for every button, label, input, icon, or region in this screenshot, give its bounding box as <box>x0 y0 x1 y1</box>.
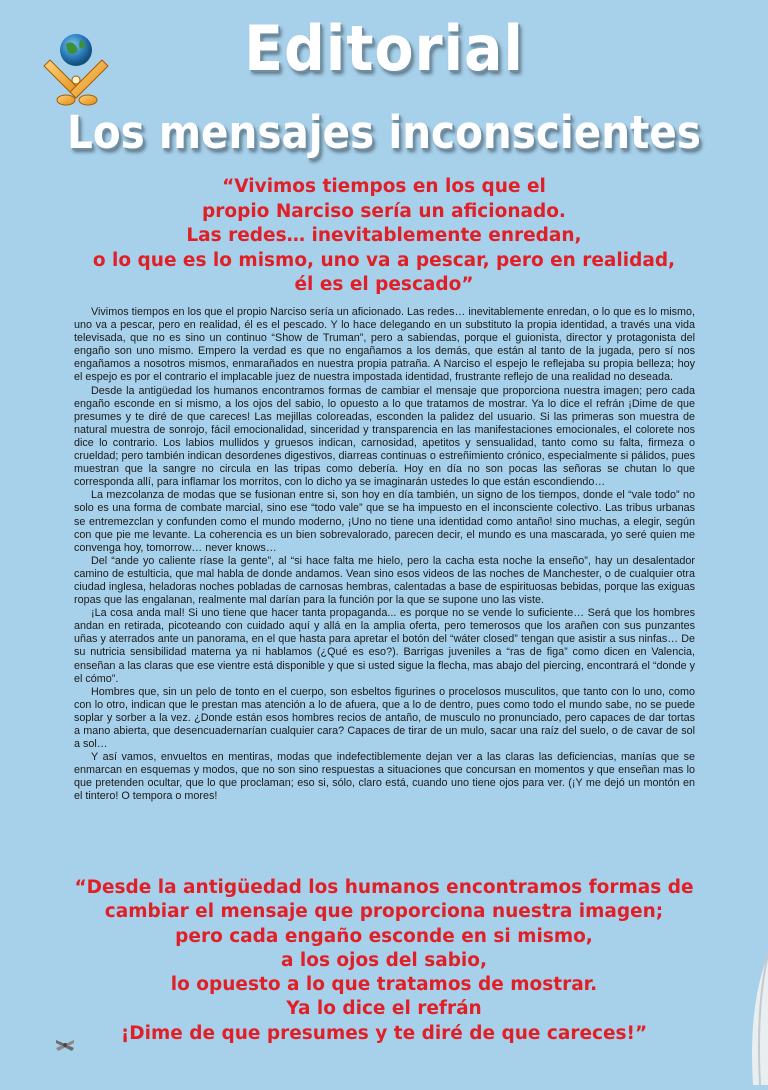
article-paragraph: Del “ande yo caliente ríase la gente”, al “si hace falta me hielo, pero la cacha esta noche la enseño”, hay un desalentador camino de estulticia, que mal habla de donde andamos. Vean sino esos videos de las noches de Manchester, o de cualquier otra ciudad inglesa, heladoras noches pobladas de carnosas hembras, calentadas a base de espirituosas bebidas, porque las exiguas ropas que las engalanan, realmente mal darían para la función por la que se supone uno las viste. <box>74 554 695 607</box>
pull-quote-line: a los ojos del sabio, <box>280 949 488 971</box>
pull-quote-top <box>60 175 708 298</box>
article-paragraph: Desde la antigüedad los humanos encontramos formas de cambiar el mensaje que proporciona nuestra imagen; pero cada engaño esconde en si mismo, a los ojos del sabio, lo opuesto a lo que tratamos de mostrar. Ya lo dice el refrán ¡Dime de que presumes y te diré de que careces! Las mejillas coloreadas, esconden la palidez del usuario. Si las primeras son muestra de natural muestra de sonrojo, fácil emocionalidad, sinceridad y transparencia en las manifestaciones emocionales, el colorete nos dice lo contrario. Los labios mullidos y gruesos indican, carnosidad, apetitos y sensualidad, tanto como su falta, firmeza o crueldad; pero también indican desordenes digestivos, diarreas continuas o estreñimiento crónico, especialmente si pálidos, pues muestran que la sangre no circula en las tripas como debería. Hoy en día no son pocas las señoras se chutan lo que corresponda allí, para inflamar los morritos, con lo dicho ya se imaginarán ustedes lo que están escondiendo… <box>74 384 695 489</box>
section-title: Editorial <box>244 12 524 85</box>
pull-quote-line: o lo que es lo mismo, uno va a pescar, pero en realidad, <box>92 249 676 271</box>
page-curl-decoration <box>708 945 768 1085</box>
pull-quote-line: “Vivimos tiempos en los que el <box>222 176 546 197</box>
headline: Los mensajes inconscientes <box>67 106 701 159</box>
pull-quote-line: propio Narciso sería un aficionado. <box>202 200 566 222</box>
pull-quote-line: Las redes… inevitablemente enredan, <box>186 225 582 246</box>
article-paragraph: Vivimos tiempos en los que el propio Narciso sería un aficionado. Las redes… inevitablemente enredan, o lo que es lo mismo, uno va a pescar, pero en realidad, él es el pescado. Y lo hace delegando en un substituto la propia identidad, a través una vida televisada, que no es sino un continuo “Show de Truman”, pero a sabiendas, porque el guionista, director y protagonista del engaño son uno mismo. Empero la verdad es que no engañamos a los demás, que están al tanto de la jugada, pero sí nos engañamos a nosotros mismos, enmarañados en nuestra propia patraña. A Narciso el espejo le reflejaba su propia belleza; hoy el espejo es por el contrario el implacable juez de nuestra impostada identidad, frustrante reflejo de una realidad no deseada. <box>74 306 695 384</box>
article-body <box>74 306 695 804</box>
pull-quote-line: cambiar el mensaje que proporciona nuestra imagen; <box>104 901 664 923</box>
pull-quote-bottom <box>40 876 728 1046</box>
pull-quote-line: lo opuesto a lo que tratamos de mostrar. <box>170 974 598 996</box>
article-paragraph: Hombres que, sin un pelo de tonto en el cuerpo, son esbeltos figurines o procelosos musculitos, que tanto con lo uno, como con lo otro, indican que le prestan mas atención a lo de afuera, que a lo de dentro, pues como todo el mundo sabe, no se puede soplar y sorber a la vez. ¿Donde están esos hombres recios de antaño, de musculo no pronunciado, pero capaces de dar tortas a mano abierta, que desencuadernarían cualquier cara? Capaces de tirar de un mulo, sacar una raíz del suelo, o de cavar de sol a sol… <box>74 685 695 751</box>
article-paragraph: La mezcolanza de modas que se fusionan entre si, son hoy en día también, un signo de los tiempos, donde el “vale todo” no solo es una forma de combate marcial, sino ese “todo vale” que se ha impuesto en el inconsciente colectivo. Las tribus urbanas se entremezclan y confunden como el mundo moderno, ¡Uno no tiene una identidad como antaño! sino muchas, a elegir, según con que pie me levante. La coherencia es un bien sobrevalorado, parecen decir, el mundo es una mascarada, yo seré quien me convenga hoy, tomorrow… never knows… <box>74 489 695 554</box>
pull-quote-line: ¡Dime de que presumes y te diré de que careces!” <box>120 1022 648 1044</box>
pull-quote-line: Ya lo dice el refrán <box>286 998 482 1020</box>
pull-quote-line: pero cada engaño esconde en si mismo, <box>175 925 593 947</box>
pull-quote-line: él es el pescado” <box>294 274 474 295</box>
article-paragraph: Y así vamos, envueltos en mentiras, modas que indefectiblemente dejan ver a las claras las deficiencias, manías que se enmarcan en esquemas y modos, que no son sino respuestas a situaciones que concursan en momentos y que enseñan mas lo que pretenden ocultar, que lo que proclaman; eso si, sólo, claro está, cuando uno tiene ojos para ver. (¡Y me dejó un montón en el tintero! O tempora o mores! <box>74 751 695 803</box>
scissors-mark-icon <box>54 1036 76 1054</box>
pull-quote-line: “Desde la antigüedad los humanos encontramos formas de <box>74 877 694 898</box>
article-paragraph: ¡La cosa anda mal! Si uno tiene que hacer tanta propaganda... es porque no se vende lo suficiente… Será que los hombres andan en retirada, picoteando con cuidado aquí y allá en la amplia oferta, pero temerosos que los arañen con sus punzantes uñas y aterrados ante un panorama, en el que hasta para apretar el botón del “wáter closed” tengan que asistir a sus ninfas… De su nutricia sensibilidad materna ya ni hablamos (¿Qué es eso?). Barrigas juveniles a “ras de figa” como dicen en Valencia, enseñan a las claras que ese vientre está disponible y que si usted sigue la flecha, mas abajo del piercing, encontrará el “donde y el cómo”. <box>74 607 695 685</box>
